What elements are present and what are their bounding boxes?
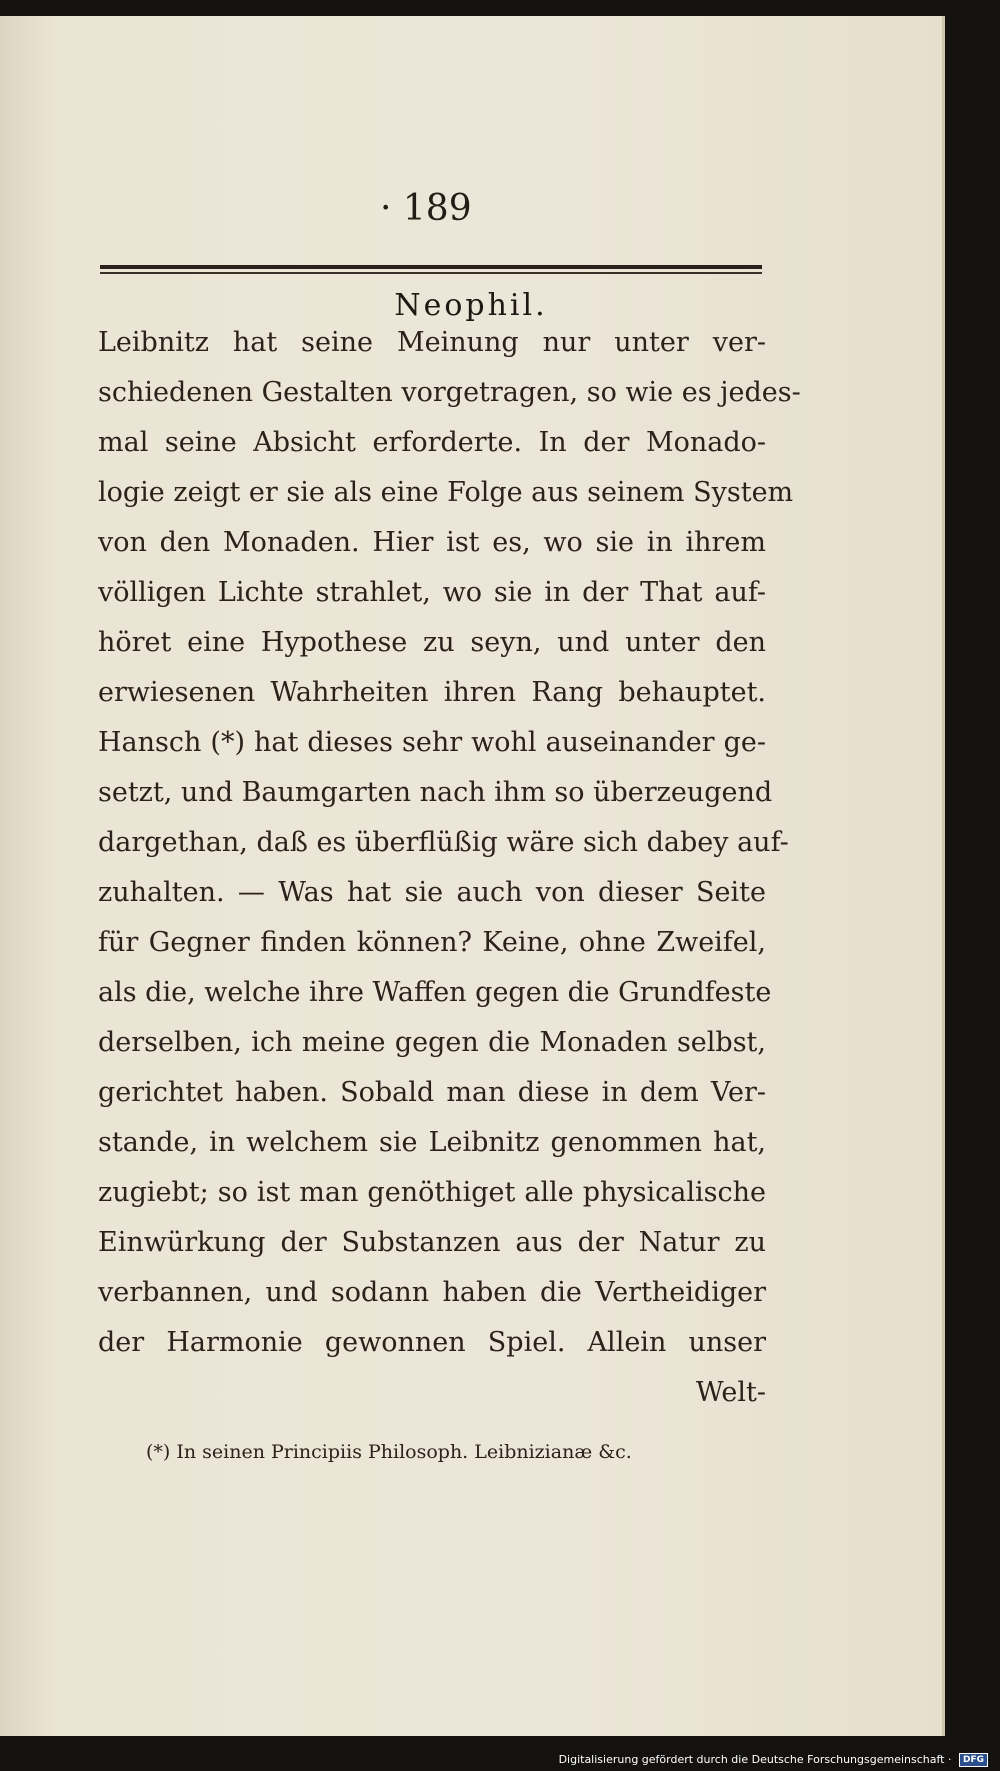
speaker-heading: Neophil. <box>394 288 548 323</box>
text-line: schiedenen Gestalten vorgetragen, so wie es jedes- <box>98 377 801 408</box>
text-line: dargethan, daß es überflüßig wäre sich dabey auf- <box>98 827 789 858</box>
text-line: als die, welche ihre Waffen gegen die Grundfeste <box>98 977 772 1008</box>
text-line: Einwürkung der Substanzen aus der Natur zu <box>98 1227 766 1258</box>
catchword: Welt- <box>695 1377 766 1408</box>
text-line: mal seine Absicht erforderte. In der Monado- <box>98 427 766 458</box>
text-line: derselben, ich meine gegen die Monaden selbst, <box>98 1027 766 1058</box>
digitization-credit <box>559 1752 988 1768</box>
text-line: stande, in welchem sie Leibnitz genommen hat, <box>98 1127 766 1158</box>
footnote: (*) In seinen Principiis Philosoph. Leibnizianæ &c. <box>146 1441 632 1463</box>
text-line: zuhalten. — Was hat sie auch von dieser Seite <box>98 877 766 908</box>
text-line: logie zeigt er sie als eine Folge aus seinem System <box>98 477 794 508</box>
book-page <box>0 16 945 1736</box>
text-line: verbannen, und sodann haben die Vertheidiger <box>98 1277 766 1308</box>
text-line: setzt, und Baumgarten nach ihm so überzeugend <box>98 777 773 808</box>
text-line: erwiesenen Wahrheiten ihren Rang behauptet. <box>98 677 766 708</box>
page-number: · 189 <box>380 188 472 229</box>
text-line: der Harmonie gewonnen Spiel. Allein unser <box>98 1327 766 1358</box>
text-line: Hansch (*) hat dieses sehr wohl auseinander ge- <box>98 727 766 758</box>
text-line: für Gegner finden können? Keine, ohne Zweifel, <box>98 927 766 958</box>
text-line: gerichtet haben. Sobald man diese in dem Ver- <box>98 1077 766 1108</box>
text-line: höret eine Hypothese zu seyn, und unter den <box>98 627 766 658</box>
text-line: von den Monaden. Hier ist es, wo sie in ihrem <box>98 527 766 558</box>
text-line: völligen Lichte strahlet, wo sie in der That auf- <box>98 577 766 608</box>
dfg-logo: DFG <box>959 1753 988 1767</box>
header-rule <box>100 265 762 269</box>
text-line: Leibnitz hat seine Meinung nur unter ver- <box>98 327 766 358</box>
text-line: zugiebt; so ist man genöthiget alle physicalische <box>98 1177 766 1208</box>
credit-text: Digitalisierung gefördert durch die Deutsche Forschungsgemeinschaft · <box>558 1753 952 1766</box>
header-rule-thin <box>100 272 762 274</box>
